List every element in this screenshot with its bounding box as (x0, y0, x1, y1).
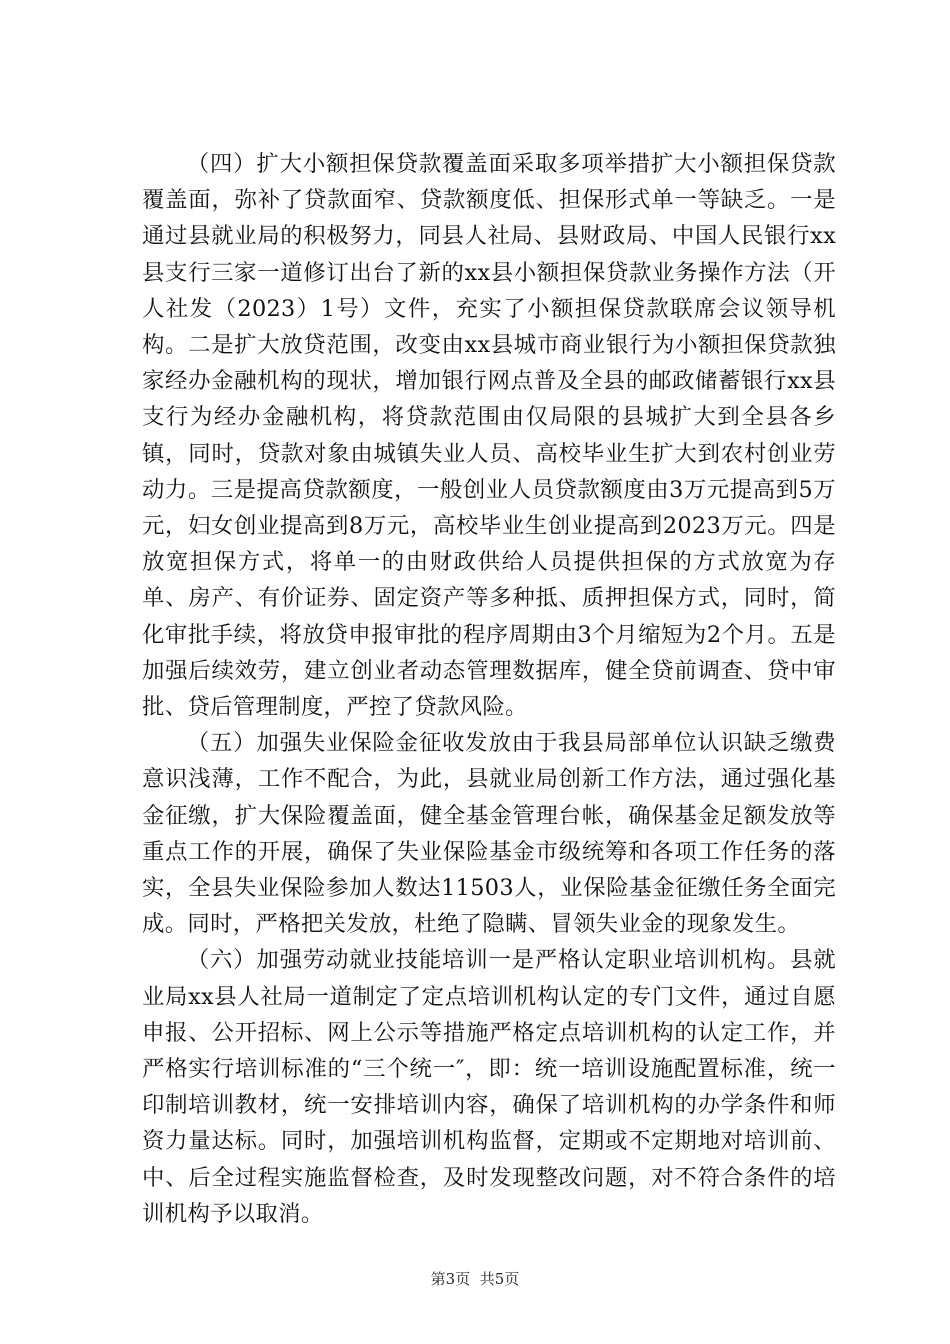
page-number: 第3页 (430, 1270, 471, 1288)
document-body (142, 146, 836, 1232)
paragraph-unemployment-insurance: （五）加强失业保险金征收发放由于我县局部单位认识缺乏缴费意识浅薄，工作不配合，为此，县就业局创新工作方法，通过强化基金征缴，扩大保险覆盖面，健全基金管理台帐，确保基金足额发放等重点工作的开展，确保了失业保险基金市级统筹和各项工作任务的落实，全县失业保险参加人数达11503人，业保险基金征缴任务全面完成。同时，严格把关发放，杜绝了隐瞒、冒领失业金的现象发生。 (142, 730, 836, 938)
page-total: 共5页 (479, 1270, 520, 1288)
page-footer (0, 1269, 950, 1289)
paragraph-expand-guarantee-loans: （四）扩大小额担保贷款覆盖面采取多项举措扩大小额担保贷款覆盖面，弥补了贷款面窄、贷款额度低、担保形式单一等缺乏。一是通过县就业局的积极努力，同县人社局、县财政局、中国人民银行xx县支行三家一道修订出台了新的xx县小额担保贷款业务操作方法（开人社发（2023）1号）文件，充实了小额担保贷款联席会议领导机构。二是扩大放贷范围，改变由xx县城市商业银行为小额担保贷款独家经办金融机构的现状，增加银行网点普及全县的邮政储蓄银行xx县支行为经办金融机构，将贷款范围由仅局限的县城扩大到全县各乡镇，同时，贷款对象由城镇失业人员、高校毕业生扩大到农村创业劳动力。三是提高贷款额度，一般创业人员贷款额度由3万元提高到5万元，妇女创业提高到8万元，高校毕业生创业提高到2023万元。四是放宽担保方式，将单一的由财政供给人员提供担保的方式放宽为存单、房产、有价证券、固定资产等多种抵、质押担保方式，同时，简化审批手续，将放贷申报审批的程序周期由3个月缩短为2个月。五是加强后续效劳，建立创业者动态管理数据库，健全贷前调查、贷中审批、贷后管理制度，严控了贷款风险。 (142, 151, 836, 721)
footer-spacer (470, 1270, 480, 1288)
paragraph-skills-training: （六）加强劳动就业技能培训一是严格认定职业培训机构。县就业局xx县人社局一道制定了定点培训机构认定的专门文件，通过自愿申报、公开招标、网上公示等措施严格定点培训机构的认定工作，并严格实行培训标准的“三个统一″，即：统一培训设施配置标准，统一印制培训教材，统一安排培训内容，确保了培训机构的办学条件和师资力量达标。同时，加强培训机构监督，定期或不定期地对培训前、中、后全过程实施监督检查，及时发现整改问题，对不符合条件的培训机构予以取消。 (142, 947, 836, 1227)
